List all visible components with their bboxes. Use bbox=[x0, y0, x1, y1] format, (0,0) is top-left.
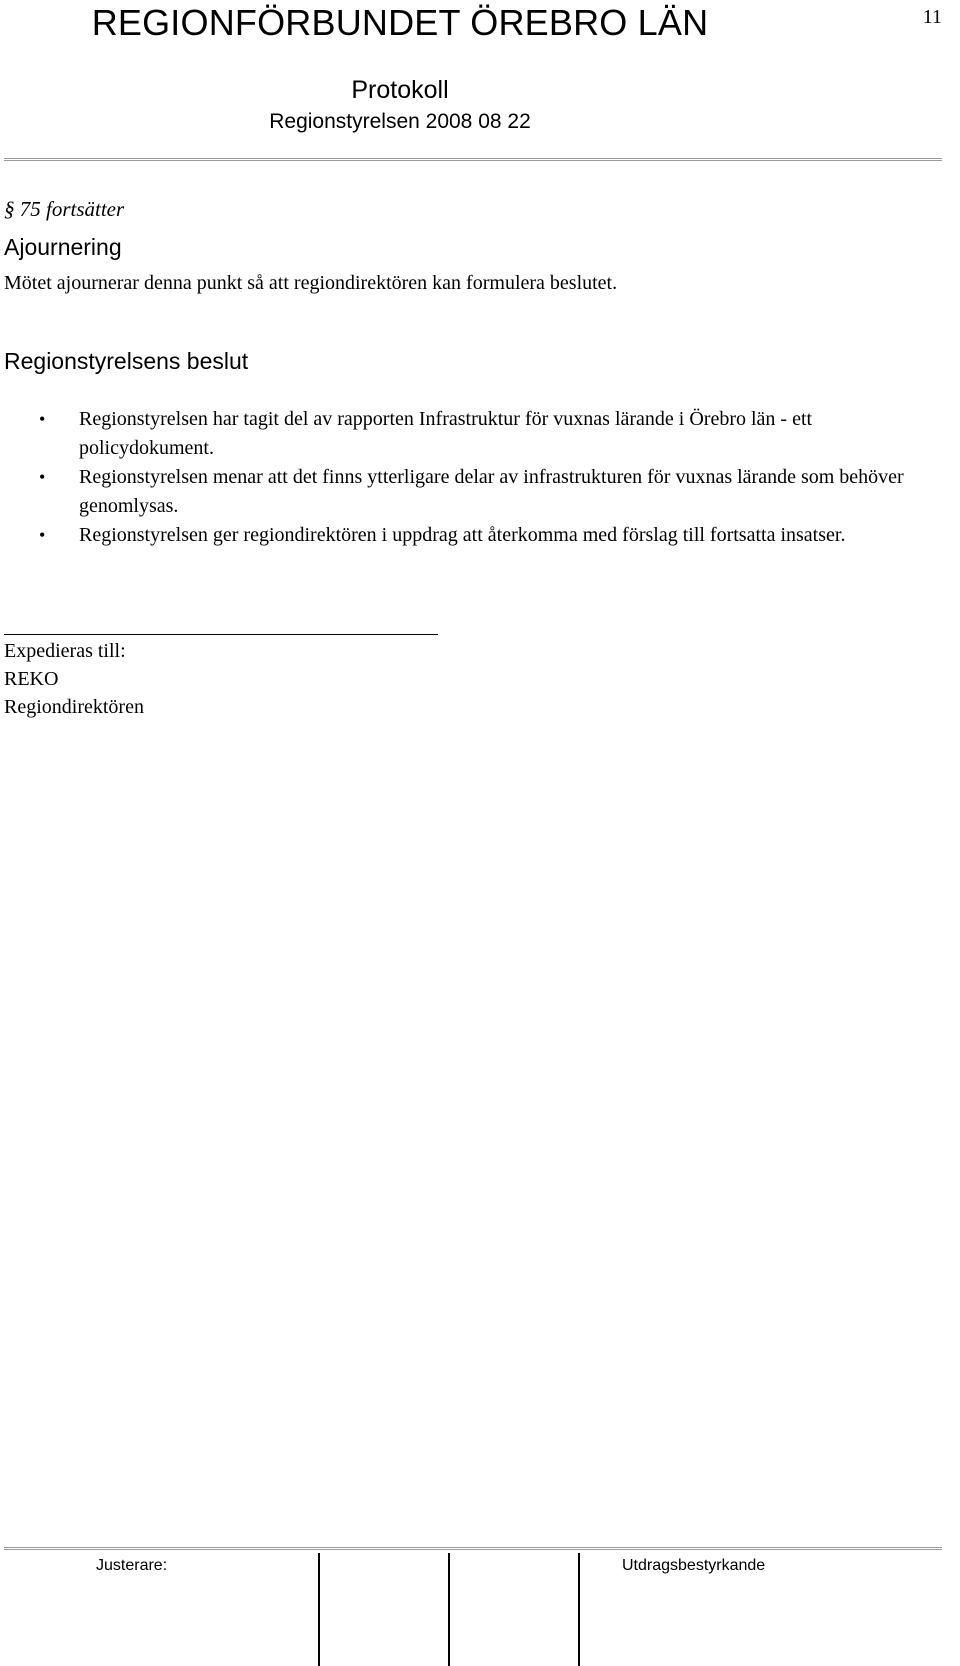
meeting-title: Regionstyrelsen 2008 08 22 bbox=[269, 110, 531, 133]
distribution-divider bbox=[4, 634, 438, 635]
decision-list bbox=[0, 405, 940, 550]
decision-item bbox=[0, 521, 940, 550]
footer-divider bbox=[4, 1547, 942, 1550]
decision-item bbox=[0, 405, 940, 463]
decision-heading: Regionstyrelsens beslut bbox=[4, 348, 249, 374]
recipient: REKO bbox=[4, 668, 59, 690]
header-divider bbox=[4, 158, 942, 161]
bullet-icon: • bbox=[39, 409, 46, 429]
decision-item-text: Regionstyrelsen menar att det finns ytterligare delar av infrastrukturen för vuxnas lärande som behöver genomlysas. bbox=[79, 466, 904, 517]
document-type: Protokoll bbox=[351, 76, 449, 104]
adjournment-heading: Ajournering bbox=[4, 234, 122, 260]
bullet-icon: • bbox=[39, 525, 46, 545]
decision-item-text: Regionstyrelsen ger regiondirektören i uppdrag att återkomma med förslag till fortsatta insatser. bbox=[79, 524, 846, 546]
signature-separator bbox=[318, 1553, 320, 1666]
decision-item-text: Regionstyrelsen har tagit del av rapporten Infrastruktur för vuxnas lärande i Örebro län - ett policydokument. bbox=[79, 408, 813, 459]
organization-title: REGIONFÖRBUNDET ÖREBRO LÄN bbox=[91, 2, 709, 43]
bullet-icon: • bbox=[39, 467, 46, 487]
page-number: 11 bbox=[922, 6, 942, 28]
decision-item bbox=[0, 463, 940, 521]
distribution-label: Expedieras till: bbox=[4, 640, 126, 662]
adjusters-label: Justerare: bbox=[96, 1557, 168, 1574]
signature-separator bbox=[578, 1553, 580, 1666]
certification-label: Utdragsbestyrkande bbox=[622, 1557, 766, 1574]
recipient: Regiondirektören bbox=[4, 696, 144, 718]
adjournment-text: Mötet ajournerar denna punkt så att regiondirektören kan formulera beslutet. bbox=[4, 272, 618, 294]
section-reference: § 75 fortsätter bbox=[4, 197, 125, 221]
signature-separator bbox=[448, 1553, 450, 1666]
